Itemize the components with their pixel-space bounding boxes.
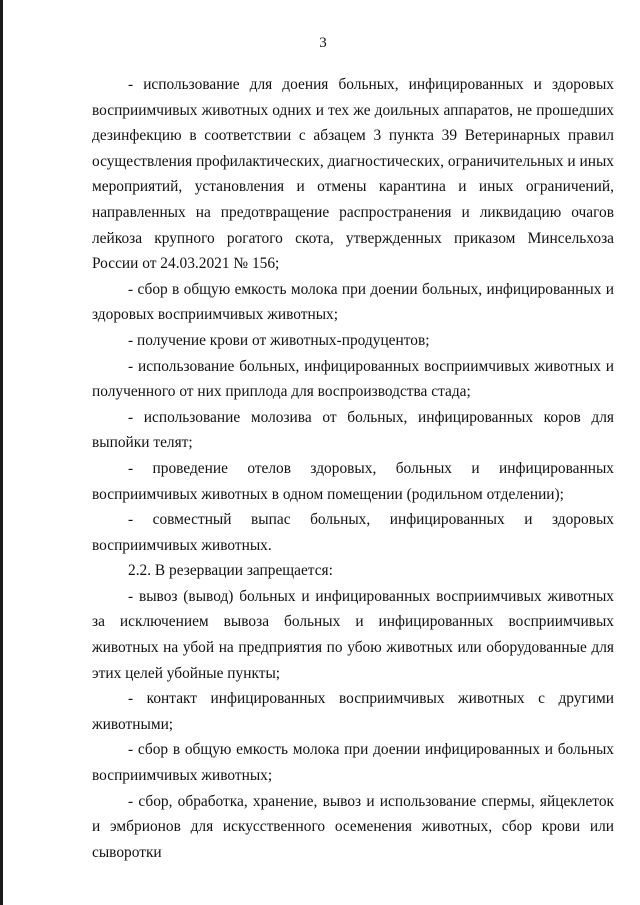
document-body xyxy=(92,72,614,865)
paragraph-grazing: - совместный выпас больных, инфицированных и здоровых восприимчивых животных. xyxy=(92,511,614,554)
paragraph-reproduction: - использование больных, инфицированных восприимчивых животных и полученного от них приплода для воспроизводства стада; xyxy=(92,357,614,401)
paragraph-milking-equipment: - использование для доения больных, инфицированных и здоровых восприимчивых животных одних и тех же доильных аппаратов, не прошедших дезинфекцию в соответствии с абзацем 3 пункта 39 Ветеринарных правил осуществления профилактических, диагностических, ограничительных и иных мероприятий, установления и отмены карантина и иных ограничений, направленных на предотвращение распространения и ликвидацию очагов лейкоза крупного рогатого скота, утвержденных приказом Минсельхоза России от 24.03.2021 № 156; xyxy=(92,76,614,273)
paragraph-sperm-embryos: - сбор, обработка, хранение, вывоз и использование спермы, яйцеклеток и эмбрионов для искусственного осеменения животных, сбор крови или сыворотки xyxy=(92,792,614,861)
paragraph-milk-collection-reservation: - сбор в общую емкость молока при доении инфицированных и больных восприимчивых животных; xyxy=(92,741,614,785)
paragraph-export: - вывоз (вывод) больных и инфицированных восприимчивых животных за исключением вывоза больных и инфицированных восприимчивых животных на убой на предприятия по убою животных или оборудованные для этих целей убойные пункты; xyxy=(92,587,614,682)
paragraph-milk-collection: - сбор в общую емкость молока при доении больных, инфицированных и здоровых восприимчивых животных; xyxy=(92,280,614,324)
section-heading-2-2: 2.2. В резервации запрещается: xyxy=(128,562,333,580)
page-number: 3 xyxy=(319,35,327,51)
paragraph-calving: - проведение отелов здоровых, больных и инфицированных восприимчивых животных в одном помещении (родильном отделении); xyxy=(92,459,614,503)
paragraph-blood-collection: - получение крови от животных-продуцентов; xyxy=(128,331,430,349)
paragraph-contact: - контакт инфицированных восприимчивых животных с другими животными; xyxy=(92,690,614,733)
paragraph-colostrum: - использование молозива от больных, инфицированных коров для выпойки телят; xyxy=(92,408,614,452)
